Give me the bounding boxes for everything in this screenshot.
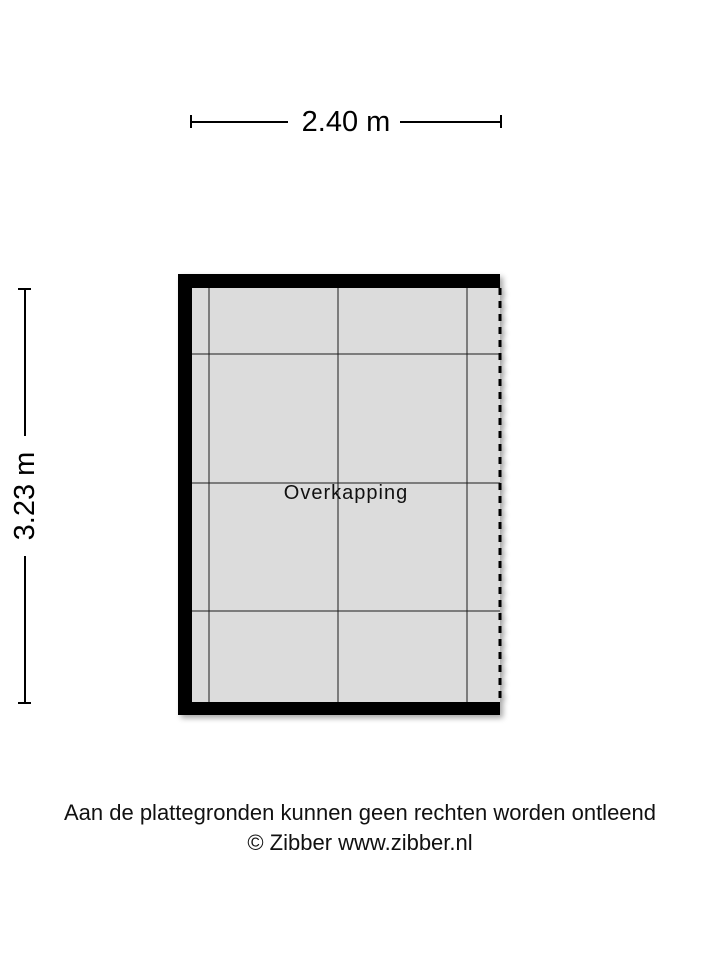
- depth-dimension-end-tick: [18, 702, 31, 704]
- depth-dimension-line-bottom: [24, 556, 26, 704]
- wall-bottom: [178, 702, 500, 715]
- width-dimension: [190, 106, 502, 138]
- wall-top: [178, 274, 500, 288]
- width-dimension-end-tick: [500, 115, 502, 128]
- depth-dimension-label: 3.23 m: [9, 451, 41, 541]
- depth-dimension: [8, 288, 42, 704]
- copyright-text: © Zibber www.zibber.nl: [247, 830, 473, 855]
- room-label: Overkapping: [283, 482, 409, 504]
- width-dimension-label: 2.40 m: [301, 106, 391, 138]
- width-dimension-line-right: [400, 121, 500, 123]
- depth-dimension-line-top: [24, 288, 26, 436]
- disclaimer-text: Aan de plattegronden kunnen geen rechten worden ontleend: [63, 800, 657, 825]
- footer: [0, 798, 720, 858]
